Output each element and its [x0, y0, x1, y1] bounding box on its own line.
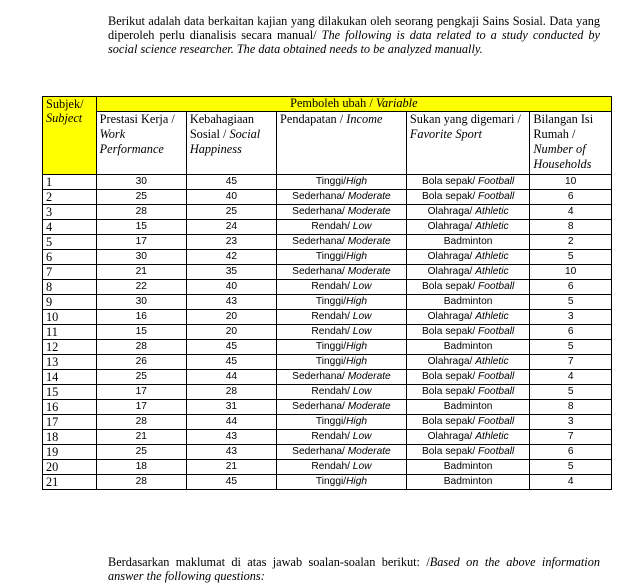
cell-households: 5 — [530, 385, 612, 400]
sport-en: Athletic — [475, 206, 509, 217]
sport-en: Football — [478, 176, 515, 187]
table-row — [43, 370, 612, 385]
table-row — [43, 430, 612, 445]
cell-work-performance: 28 — [96, 205, 186, 220]
cell-social-happiness: 43 — [186, 445, 276, 460]
cell-income — [277, 355, 407, 370]
cell-work-performance: 30 — [96, 250, 186, 265]
cell-subject: 20 — [43, 460, 97, 475]
income-ms: Tinggi/ — [315, 356, 347, 367]
sport-ms: Bola sepak/ — [421, 446, 479, 457]
income-en: Low — [352, 281, 372, 292]
column-header-en: Favorite Sport — [409, 127, 482, 141]
cell-subject: 4 — [43, 220, 97, 235]
cell-income — [277, 445, 407, 460]
cell-social-happiness: 40 — [186, 280, 276, 295]
cell-households: 7 — [530, 430, 612, 445]
sport-ms: Olahraga/ — [427, 266, 476, 277]
sport-ms: Badminton — [443, 401, 493, 412]
column-header-favorite-sport — [406, 112, 529, 175]
cell-households: 5 — [530, 460, 612, 475]
sport-ms: Badminton — [443, 296, 493, 307]
cell-favorite-sport — [406, 250, 529, 265]
table-row — [43, 475, 612, 490]
intro-english: The following is data related to a study conducted by social science researcher. The data obtained needs to be analyzed manually. — [108, 28, 600, 56]
header-row-group — [43, 97, 612, 112]
cell-subject: 3 — [43, 205, 97, 220]
variable-group-header — [96, 97, 611, 112]
cell-social-happiness: 43 — [186, 430, 276, 445]
table-row — [43, 325, 612, 340]
cell-households: 4 — [530, 205, 612, 220]
data-table — [42, 96, 612, 490]
table-row — [43, 415, 612, 430]
cell-income — [277, 475, 407, 490]
sport-ms: Bola sepak/ — [421, 371, 479, 382]
income-en: Moderate — [347, 191, 391, 202]
column-header-work-performance — [96, 112, 186, 175]
cell-income — [277, 460, 407, 475]
sport-ms: Bola sepak/ — [421, 416, 479, 427]
table-row — [43, 250, 612, 265]
cell-subject: 13 — [43, 355, 97, 370]
cell-favorite-sport — [406, 385, 529, 400]
income-ms: Tinggi/ — [315, 416, 347, 427]
cell-income — [277, 235, 407, 250]
income-en: Low — [352, 221, 372, 232]
cell-work-performance: 17 — [96, 385, 186, 400]
sport-ms: Olahraga/ — [427, 206, 476, 217]
cell-favorite-sport — [406, 265, 529, 280]
table-row — [43, 175, 612, 190]
sport-ms: Bola sepak/ — [421, 176, 479, 187]
cell-favorite-sport — [406, 475, 529, 490]
sport-ms: Olahraga/ — [427, 356, 476, 367]
income-ms: Rendah/ — [311, 281, 353, 292]
sport-en: Athletic — [475, 221, 509, 232]
cell-subject: 16 — [43, 400, 97, 415]
cell-favorite-sport — [406, 190, 529, 205]
group-header-ms: Pemboleh ubah / — [290, 96, 376, 110]
cell-income — [277, 250, 407, 265]
cell-social-happiness: 44 — [186, 415, 276, 430]
income-en: High — [346, 476, 368, 487]
cell-favorite-sport — [406, 430, 529, 445]
column-header-ms: Sukan yang digemari / — [409, 112, 521, 126]
column-header-ms: Pendapatan / — [280, 112, 347, 126]
cell-favorite-sport — [406, 325, 529, 340]
intro-malay: Berikut adalah data berkaitan kajian yang dilakukan oleh seorang pengkaji Sains Sosial. Data yang diperoleh perlu dianalisis secara manual/ — [108, 14, 600, 42]
cell-households: 3 — [530, 415, 612, 430]
sport-en: Football — [478, 326, 515, 337]
cell-favorite-sport — [406, 340, 529, 355]
income-en: Low — [352, 461, 372, 472]
cell-favorite-sport — [406, 175, 529, 190]
income-en: High — [346, 416, 368, 427]
cell-subject: 11 — [43, 325, 97, 340]
cell-social-happiness: 20 — [186, 310, 276, 325]
group-header-en: Variable — [375, 96, 418, 110]
column-header-ms: Bilangan Isi Rumah / — [533, 112, 594, 141]
income-ms: Tinggi/ — [315, 176, 347, 187]
cell-social-happiness: 31 — [186, 400, 276, 415]
income-ms: Rendah/ — [311, 326, 353, 337]
cell-social-happiness: 20 — [186, 325, 276, 340]
cell-income — [277, 310, 407, 325]
cell-work-performance: 21 — [96, 265, 186, 280]
cell-households: 5 — [530, 295, 612, 310]
cell-social-happiness: 42 — [186, 250, 276, 265]
table-row — [43, 310, 612, 325]
cell-work-performance: 17 — [96, 235, 186, 250]
sport-en: Football — [478, 416, 515, 427]
cell-income — [277, 415, 407, 430]
cell-favorite-sport — [406, 295, 529, 310]
cell-income — [277, 385, 407, 400]
column-header-ms: Prestasi Kerja / — [99, 112, 175, 126]
income-ms: Rendah/ — [311, 221, 353, 232]
sport-en: Football — [478, 281, 515, 292]
income-en: Moderate — [347, 371, 391, 382]
sport-en: Athletic — [475, 311, 509, 322]
income-ms: Rendah/ — [311, 461, 353, 472]
income-en: High — [346, 296, 368, 307]
cell-favorite-sport — [406, 205, 529, 220]
column-header-ms: Kebahagiaan Sosial / — [189, 112, 255, 141]
cell-households: 7 — [530, 355, 612, 370]
income-en: Moderate — [347, 266, 391, 277]
cell-favorite-sport — [406, 235, 529, 250]
cell-favorite-sport — [406, 445, 529, 460]
cell-work-performance: 28 — [96, 475, 186, 490]
income-ms: Sederhana/ — [292, 206, 348, 217]
cell-favorite-sport — [406, 400, 529, 415]
income-ms: Rendah/ — [311, 431, 353, 442]
sport-en: Athletic — [475, 251, 509, 262]
cell-subject: 5 — [43, 235, 97, 250]
cell-work-performance: 22 — [96, 280, 186, 295]
cell-households: 8 — [530, 220, 612, 235]
table-row — [43, 190, 612, 205]
cell-subject: 7 — [43, 265, 97, 280]
cell-income — [277, 325, 407, 340]
cell-subject: 21 — [43, 475, 97, 490]
sport-ms: Badminton — [443, 236, 493, 247]
cell-favorite-sport — [406, 280, 529, 295]
income-en: Low — [352, 326, 372, 337]
subject-header — [43, 97, 97, 175]
column-header-en: Income — [346, 112, 383, 126]
outro-malay: Berdasarkan maklumat di atas jawab soalan-soalan berikut: / — [108, 555, 430, 569]
column-header-income — [277, 112, 407, 175]
income-en: High — [346, 251, 368, 262]
income-en: Moderate — [347, 206, 391, 217]
income-ms: Sederhana/ — [292, 446, 348, 457]
sport-ms: Olahraga/ — [427, 311, 476, 322]
cell-subject: 10 — [43, 310, 97, 325]
cell-income — [277, 370, 407, 385]
income-ms: Tinggi/ — [315, 341, 347, 352]
income-ms: Tinggi/ — [315, 296, 347, 307]
cell-work-performance: 21 — [96, 430, 186, 445]
cell-favorite-sport — [406, 415, 529, 430]
column-header-en: Work Performance — [99, 127, 164, 156]
sport-en: Athletic — [475, 356, 509, 367]
cell-social-happiness: 43 — [186, 295, 276, 310]
cell-households: 4 — [530, 475, 612, 490]
table-row — [43, 460, 612, 475]
cell-social-happiness: 45 — [186, 475, 276, 490]
cell-subject: 19 — [43, 445, 97, 460]
income-en: Moderate — [347, 401, 391, 412]
sport-ms: Bola sepak/ — [421, 281, 479, 292]
cell-income — [277, 190, 407, 205]
cell-work-performance: 25 — [96, 190, 186, 205]
sport-ms: Bola sepak/ — [421, 386, 479, 397]
table-row — [43, 235, 612, 250]
cell-households: 4 — [530, 370, 612, 385]
income-en: High — [346, 176, 368, 187]
cell-work-performance: 15 — [96, 325, 186, 340]
income-ms: Sederhana/ — [292, 266, 348, 277]
cell-income — [277, 280, 407, 295]
cell-favorite-sport — [406, 355, 529, 370]
cell-work-performance: 26 — [96, 355, 186, 370]
cell-households: 5 — [530, 340, 612, 355]
sport-ms: Olahraga/ — [427, 251, 476, 262]
cell-work-performance: 30 — [96, 295, 186, 310]
table-row — [43, 445, 612, 460]
table-row — [43, 265, 612, 280]
sport-en: Football — [478, 446, 515, 457]
income-en: Low — [352, 311, 372, 322]
cell-social-happiness: 35 — [186, 265, 276, 280]
sport-en: Football — [478, 371, 515, 382]
column-header-social-happiness — [186, 112, 276, 175]
cell-social-happiness: 45 — [186, 175, 276, 190]
intro-paragraph — [108, 14, 600, 56]
table-row — [43, 400, 612, 415]
income-en: Moderate — [347, 446, 391, 457]
cell-income — [277, 295, 407, 310]
income-ms: Sederhana/ — [292, 371, 348, 382]
cell-social-happiness: 25 — [186, 205, 276, 220]
cell-income — [277, 340, 407, 355]
cell-households: 6 — [530, 445, 612, 460]
table-row — [43, 205, 612, 220]
income-ms: Sederhana/ — [292, 401, 348, 412]
income-en: Low — [352, 386, 372, 397]
income-en: High — [346, 356, 368, 367]
cell-subject: 17 — [43, 415, 97, 430]
table-row — [43, 385, 612, 400]
cell-work-performance: 28 — [96, 415, 186, 430]
sport-ms: Bola sepak/ — [421, 191, 479, 202]
cell-income — [277, 400, 407, 415]
cell-households: 10 — [530, 265, 612, 280]
cell-social-happiness: 24 — [186, 220, 276, 235]
cell-income — [277, 430, 407, 445]
cell-social-happiness: 23 — [186, 235, 276, 250]
sport-en: Football — [478, 386, 515, 397]
sport-ms: Badminton — [443, 476, 493, 487]
income-ms: Rendah/ — [311, 311, 353, 322]
cell-households: 6 — [530, 190, 612, 205]
cell-work-performance: 18 — [96, 460, 186, 475]
cell-work-performance: 25 — [96, 445, 186, 460]
sport-ms: Olahraga/ — [427, 431, 476, 442]
cell-households: 3 — [530, 310, 612, 325]
table-body — [43, 175, 612, 490]
header-row-columns — [43, 112, 612, 175]
sport-en: Athletic — [475, 431, 509, 442]
cell-social-happiness: 45 — [186, 355, 276, 370]
table-row — [43, 340, 612, 355]
cell-households: 5 — [530, 250, 612, 265]
cell-work-performance: 16 — [96, 310, 186, 325]
income-ms: Sederhana/ — [292, 191, 348, 202]
cell-subject: 1 — [43, 175, 97, 190]
cell-favorite-sport — [406, 220, 529, 235]
subject-header-en: Subject — [46, 111, 83, 125]
column-header-households — [530, 112, 612, 175]
cell-households: 6 — [530, 280, 612, 295]
cell-subject: 18 — [43, 430, 97, 445]
cell-work-performance: 17 — [96, 400, 186, 415]
column-header-en: Social Happiness — [189, 127, 261, 156]
cell-income — [277, 220, 407, 235]
sport-ms: Badminton — [443, 461, 493, 472]
cell-social-happiness: 45 — [186, 340, 276, 355]
income-ms: Sederhana/ — [292, 236, 348, 247]
cell-social-happiness: 44 — [186, 370, 276, 385]
cell-work-performance: 25 — [96, 370, 186, 385]
cell-favorite-sport — [406, 370, 529, 385]
cell-subject: 9 — [43, 295, 97, 310]
sport-ms: Olahraga/ — [427, 221, 476, 232]
cell-work-performance: 30 — [96, 175, 186, 190]
cell-social-happiness: 28 — [186, 385, 276, 400]
sport-ms: Bola sepak/ — [421, 326, 479, 337]
cell-households: 6 — [530, 325, 612, 340]
cell-income — [277, 265, 407, 280]
cell-subject: 2 — [43, 190, 97, 205]
outro-english: Based on the above information answer the following questions: — [108, 555, 600, 583]
cell-favorite-sport — [406, 310, 529, 325]
income-en: High — [346, 341, 368, 352]
table-row — [43, 280, 612, 295]
table-row — [43, 220, 612, 235]
cell-subject: 8 — [43, 280, 97, 295]
income-ms: Tinggi/ — [315, 251, 347, 262]
subject-header-ms: Subjek/ — [46, 97, 84, 111]
cell-work-performance: 28 — [96, 340, 186, 355]
cell-income — [277, 175, 407, 190]
cell-work-performance: 15 — [96, 220, 186, 235]
table-row — [43, 355, 612, 370]
cell-households: 2 — [530, 235, 612, 250]
cell-households: 10 — [530, 175, 612, 190]
cell-households: 8 — [530, 400, 612, 415]
income-ms: Rendah/ — [311, 386, 353, 397]
cell-income — [277, 205, 407, 220]
sport-en: Athletic — [475, 266, 509, 277]
table-row — [43, 295, 612, 310]
cell-subject: 14 — [43, 370, 97, 385]
cell-subject: 12 — [43, 340, 97, 355]
cell-subject: 6 — [43, 250, 97, 265]
income-ms: Tinggi/ — [315, 476, 347, 487]
cell-social-happiness: 21 — [186, 460, 276, 475]
cell-social-happiness: 40 — [186, 190, 276, 205]
cell-subject: 15 — [43, 385, 97, 400]
cell-favorite-sport — [406, 460, 529, 475]
sport-en: Football — [478, 191, 515, 202]
income-en: Moderate — [347, 236, 391, 247]
income-en: Low — [352, 431, 372, 442]
sport-ms: Badminton — [443, 341, 493, 352]
outro-paragraph — [108, 555, 600, 583]
column-header-en: Number of Households — [533, 142, 592, 171]
